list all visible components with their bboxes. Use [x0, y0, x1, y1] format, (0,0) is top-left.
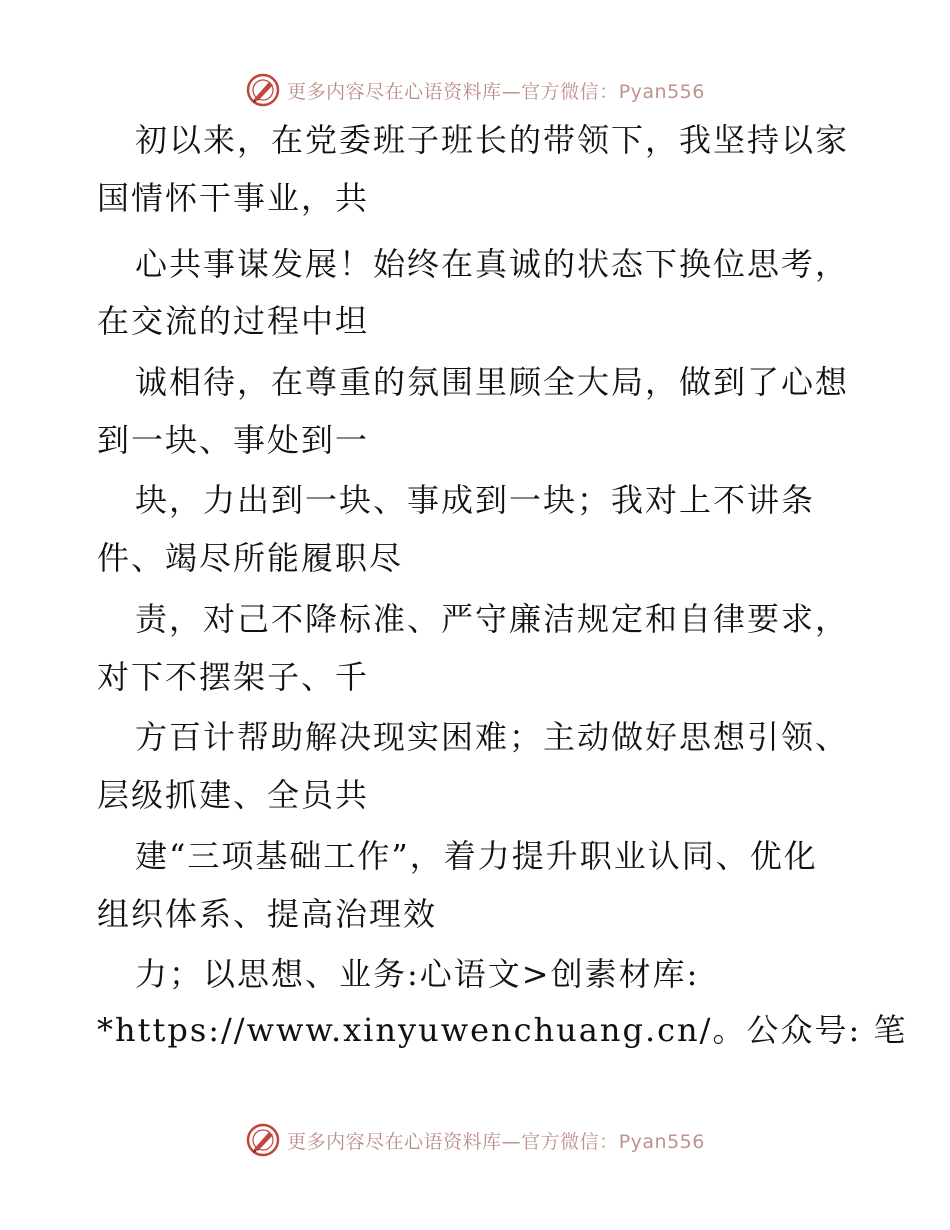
banner-text: 更多内容尽在心语资料库—官方微信：Pyan556: [287, 80, 705, 103]
body-line: 组织体系、提高治理效: [97, 895, 438, 933]
body-line: 建“三项基础工作”，着力提升职业认同、优化: [135, 837, 818, 875]
body-line: 到一块、事处到一: [97, 421, 370, 459]
banner-text: 更多内容尽在心语资料库—官方微信：Pyan556: [287, 1130, 705, 1153]
body-line: 心共事谋发展！始终在真诚的状态下换位思考，: [135, 245, 850, 283]
body-line: 对下不摆架子、千: [97, 658, 370, 696]
body-line: 国情怀干事业，共: [97, 179, 370, 217]
body-line: 在交流的过程中坦: [97, 302, 370, 340]
pen-circle-logo-icon: [245, 72, 281, 108]
body-line: *https://www.xinyuwenchuang.cn/。公众号: 笔: [97, 1011, 908, 1049]
body-line: 层级抓建、全员共: [97, 776, 370, 814]
body-line: 块，力出到一块、事成到一块；我对上不讲条: [135, 481, 816, 519]
body-line: 方百计帮助解决现实困难；主动做好思想引领、: [135, 718, 850, 756]
body-line: 责，对己不降标准、严守廉洁规定和自律要求，: [135, 600, 850, 638]
body-line: 诚相待，在尊重的氛围里顾全大局，做到了心想: [135, 363, 850, 401]
body-line: 初以来，在党委班子班长的带领下，我坚持以家: [135, 121, 850, 159]
footer-watermark-banner: [0, 1120, 950, 1160]
header-watermark-banner: [0, 70, 950, 110]
body-line: 力；以思想、业务:心语文>创素材库:: [135, 955, 700, 993]
pen-circle-logo-icon: [245, 1122, 281, 1158]
body-line: 件、竭尽所能履职尽: [97, 539, 404, 577]
